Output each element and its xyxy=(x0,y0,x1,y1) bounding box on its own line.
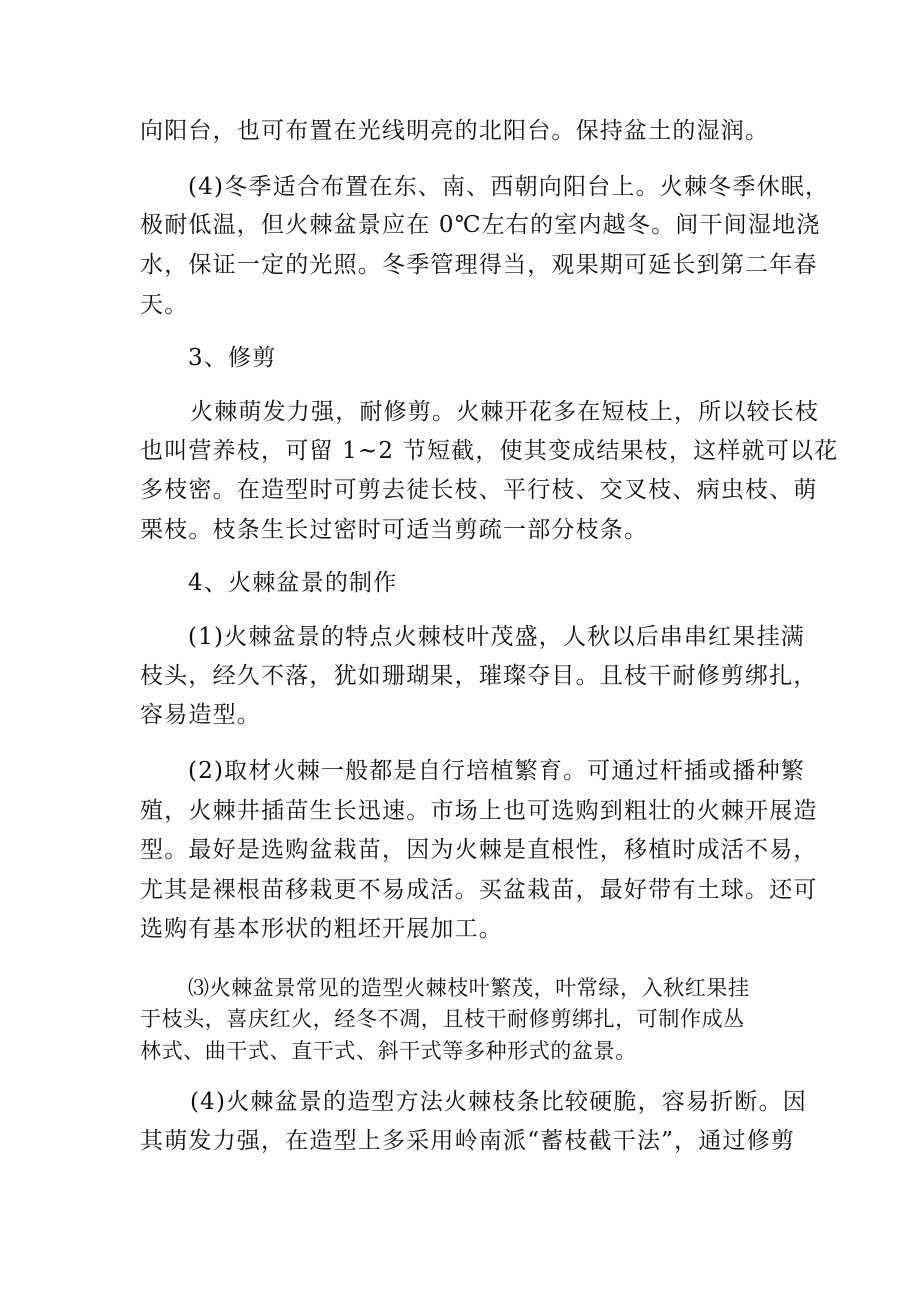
text-line: 栗枝。枝条生长过密时可适当剪疏一部分枝条。 xyxy=(140,517,649,543)
text-line: 其萌发力强，在造型上多采用岭南派“蓄枝截干法”，通过修剪 xyxy=(140,1128,796,1154)
text-line: 多枝密。在造型时可剪去徒长枝、平行枝、交叉枝、病虫枝、萌 xyxy=(140,477,818,503)
text-line: (1)火棘盆景的特点火棘枝叶茂盛，人秋以后串串红果挂满 xyxy=(188,624,805,650)
text-line: 火棘萌发力强，耐修剪。火棘开花多在短枝上，所以较长枝 xyxy=(190,399,820,425)
text-line: 林式、曲干式、直干式、斜干式等多种形式的盆景。 xyxy=(140,1039,637,1063)
text-line: 枝头，经久不落，犹如珊瑚果，璀璨夺目。且枝干耐修剪绑扎， xyxy=(140,663,818,689)
text-line: (4)火棘盆景的造型方法火棘枝条比较硬脆，容易折断。因 xyxy=(190,1089,807,1115)
text-line: 尤其是裸根苗移栽更不易成活。买盆栽苗，最好带有土球。还可 xyxy=(140,877,818,903)
text-line: 选购有基本形状的粗坯开展加工。 xyxy=(140,916,503,942)
text-line: 型。最好是选购盆栽苗，因为火棘是直根性，移植时成活不易， xyxy=(140,837,818,863)
text-line: 容易造型。 xyxy=(140,702,261,728)
text-line: 极耐低温，但火棘盆景应在 0℃左右的室内越冬。间干间湿地浇 xyxy=(140,212,821,238)
text-line: 于枝头，喜庆红火，经冬不凋，且枝干耐修剪绑扎，可制作成丛 xyxy=(140,1007,745,1031)
text-line: (4)冬季适合布置在东、南、西朝向阳台上。火棘冬季休眠， xyxy=(188,174,830,200)
section-heading: 4、火棘盆景的制作 xyxy=(188,570,398,596)
text-line: 向阳台，也可布置在光线明亮的北阳台。保持盆土的湿润。 xyxy=(140,118,770,144)
text-line: ⑶火棘盆景常见的造型火棘枝叶繁茂，叶常绿，入秋红果挂 xyxy=(188,976,750,1000)
text-line: 水，保证一定的光照。冬季管理得当，观果期可延长到第二年春 xyxy=(140,252,818,278)
text-line: (2)取材火棘一般都是自行培植繁育。可通过杆插或播种繁 xyxy=(188,758,805,784)
text-line: 也叫营养枝，可留 1~2 节短截，使其变成结果枝，这样就可以花 xyxy=(140,438,839,464)
text-line: 殖，火棘井插苗生长迅速。市场上也可选购到粗壮的火棘开展造 xyxy=(140,798,818,824)
text-line: 天。 xyxy=(140,292,189,318)
section-heading: 3、修剪 xyxy=(188,345,277,371)
